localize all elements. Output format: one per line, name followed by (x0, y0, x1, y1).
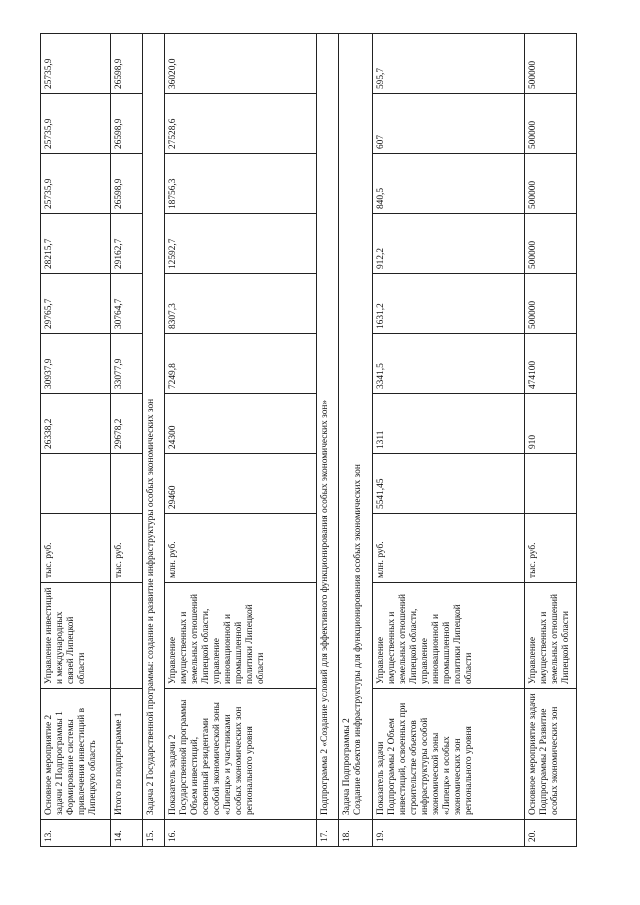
value-cell: 26598,9 (111, 94, 143, 154)
value-cell: 595,7 (373, 34, 525, 94)
section-title (317, 34, 339, 820)
value-cell: 7249,8 (165, 334, 317, 394)
value-cell: 33077,9 (111, 334, 143, 394)
value-cell: 30764,7 (111, 274, 143, 334)
value-cell: 910 (525, 394, 577, 454)
value-cell: 500000 (525, 94, 577, 154)
indicator-name: Основное мероприятие 2 задачи 2 Подпрограммы 1 Формирование системы привлечения инвестиций в Липецкую область (41, 689, 111, 820)
value-cell: 29162,7 (111, 214, 143, 274)
value-cell: 18756,3 (165, 154, 317, 214)
responsible-executor: Управление имущественных и земельных отношений Липецкой области, управление инновационной и промышленной политики Липецкой области (165, 583, 317, 689)
row-number: 18. (339, 820, 373, 847)
section-title-line: Задача 2 Государственной программы: создание и развитие инфраструктуры особых экономических зон (146, 398, 156, 815)
unit-of-measure: тыс. руб. (41, 514, 111, 583)
value-cell: 1631,2 (373, 274, 525, 334)
table-row (165, 34, 317, 847)
value-cell (111, 454, 143, 514)
value-cell: 25735,9 (41, 34, 111, 94)
section-row (143, 34, 165, 847)
value-cell: 29765,7 (41, 274, 111, 334)
table-row (111, 34, 143, 847)
indicator-table (40, 33, 577, 847)
value-cell: 8307,3 (165, 274, 317, 334)
value-cell: 912,2 (373, 214, 525, 274)
row-number: 13. (41, 820, 111, 847)
value-cell: 840,5 (373, 154, 525, 214)
value-cell: 25735,9 (41, 154, 111, 214)
value-cell: 30937,9 (41, 334, 111, 394)
unit-of-measure: тыс. руб. (111, 514, 143, 583)
unit-of-measure: млн. руб. (373, 514, 525, 583)
responsible-executor: Управление имущественных и земельных отношений Липецкой области (525, 583, 577, 689)
section-row (339, 34, 373, 847)
value-cell: 26598,9 (111, 154, 143, 214)
value-cell (41, 454, 111, 514)
value-cell: 500000 (525, 154, 577, 214)
unit-of-measure: млн. руб. (165, 514, 317, 583)
table-row (373, 34, 525, 847)
value-cell: 12592,7 (165, 214, 317, 274)
value-cell: 26598,9 (111, 34, 143, 94)
value-cell: 29460 (165, 454, 317, 514)
value-cell: 25735,9 (41, 94, 111, 154)
row-number: 19. (373, 820, 525, 847)
section-title (143, 34, 165, 820)
unit-of-measure: тыс. руб. (525, 514, 577, 583)
indicator-name: Показатель задачи Подпрограммы 2 Объем инвестиций, освоенных при строительстве объектов инфраструктуры особой экономической зоны «Липецк» и особых экономических зон регионального уровня (373, 689, 525, 820)
value-cell: 27528,6 (165, 94, 317, 154)
value-cell: 607 (373, 94, 525, 154)
value-cell: 3341,5 (373, 334, 525, 394)
row-number: 16. (165, 820, 317, 847)
rotated-page (40, 34, 571, 847)
row-number: 20. (525, 820, 577, 847)
value-cell: 5541,45 (373, 454, 525, 514)
responsible-executor: Управление инвестиций и международных связей Липецкой области (41, 583, 111, 689)
value-cell: 474100 (525, 334, 577, 394)
value-cell: 500000 (525, 214, 577, 274)
responsible-executor (111, 583, 143, 689)
value-cell: 29678,2 (111, 394, 143, 454)
table-row (41, 34, 111, 847)
value-cell: 36020,0 (165, 34, 317, 94)
value-cell: 500000 (525, 274, 577, 334)
section-row (317, 34, 339, 847)
section-title (339, 34, 373, 820)
value-cell (525, 454, 577, 514)
section-title-line: Подпрограмма 2 «Создание условий для эффективного функционирования особых экономических зон» (320, 399, 330, 815)
table-row (525, 34, 577, 847)
row-number: 15. (143, 820, 165, 847)
indicator-name: Показатель задачи 2 Государственной программы Объем инвестиций, освоенный резидентами особой экономической зоны «Липецк» и участниками особых экономических зон регионального уровня (165, 689, 317, 820)
section-title-line: Создание объектов инфраструктуры для функционирования особых экономических зон (353, 464, 363, 815)
value-cell: 1311 (373, 394, 525, 454)
value-cell: 24300 (165, 394, 317, 454)
value-cell: 28215,7 (41, 214, 111, 274)
value-cell: 26338,2 (41, 394, 111, 454)
indicator-name: Итого по подпрограмме 1 (111, 689, 143, 820)
responsible-executor: Управление имущественных и земельных отношений Липецкой области, управление инновационной и промышленной политики Липецкой области (373, 583, 525, 689)
indicator-name: Основное мероприятие задачи Подпрограммы 2 Развитие особых экономических зон (525, 689, 577, 820)
value-cell: 500000 (525, 34, 577, 94)
section-title-line: Задача Подпрограммы 2 (342, 718, 352, 815)
row-number: 14. (111, 820, 143, 847)
row-number: 17. (317, 820, 339, 847)
